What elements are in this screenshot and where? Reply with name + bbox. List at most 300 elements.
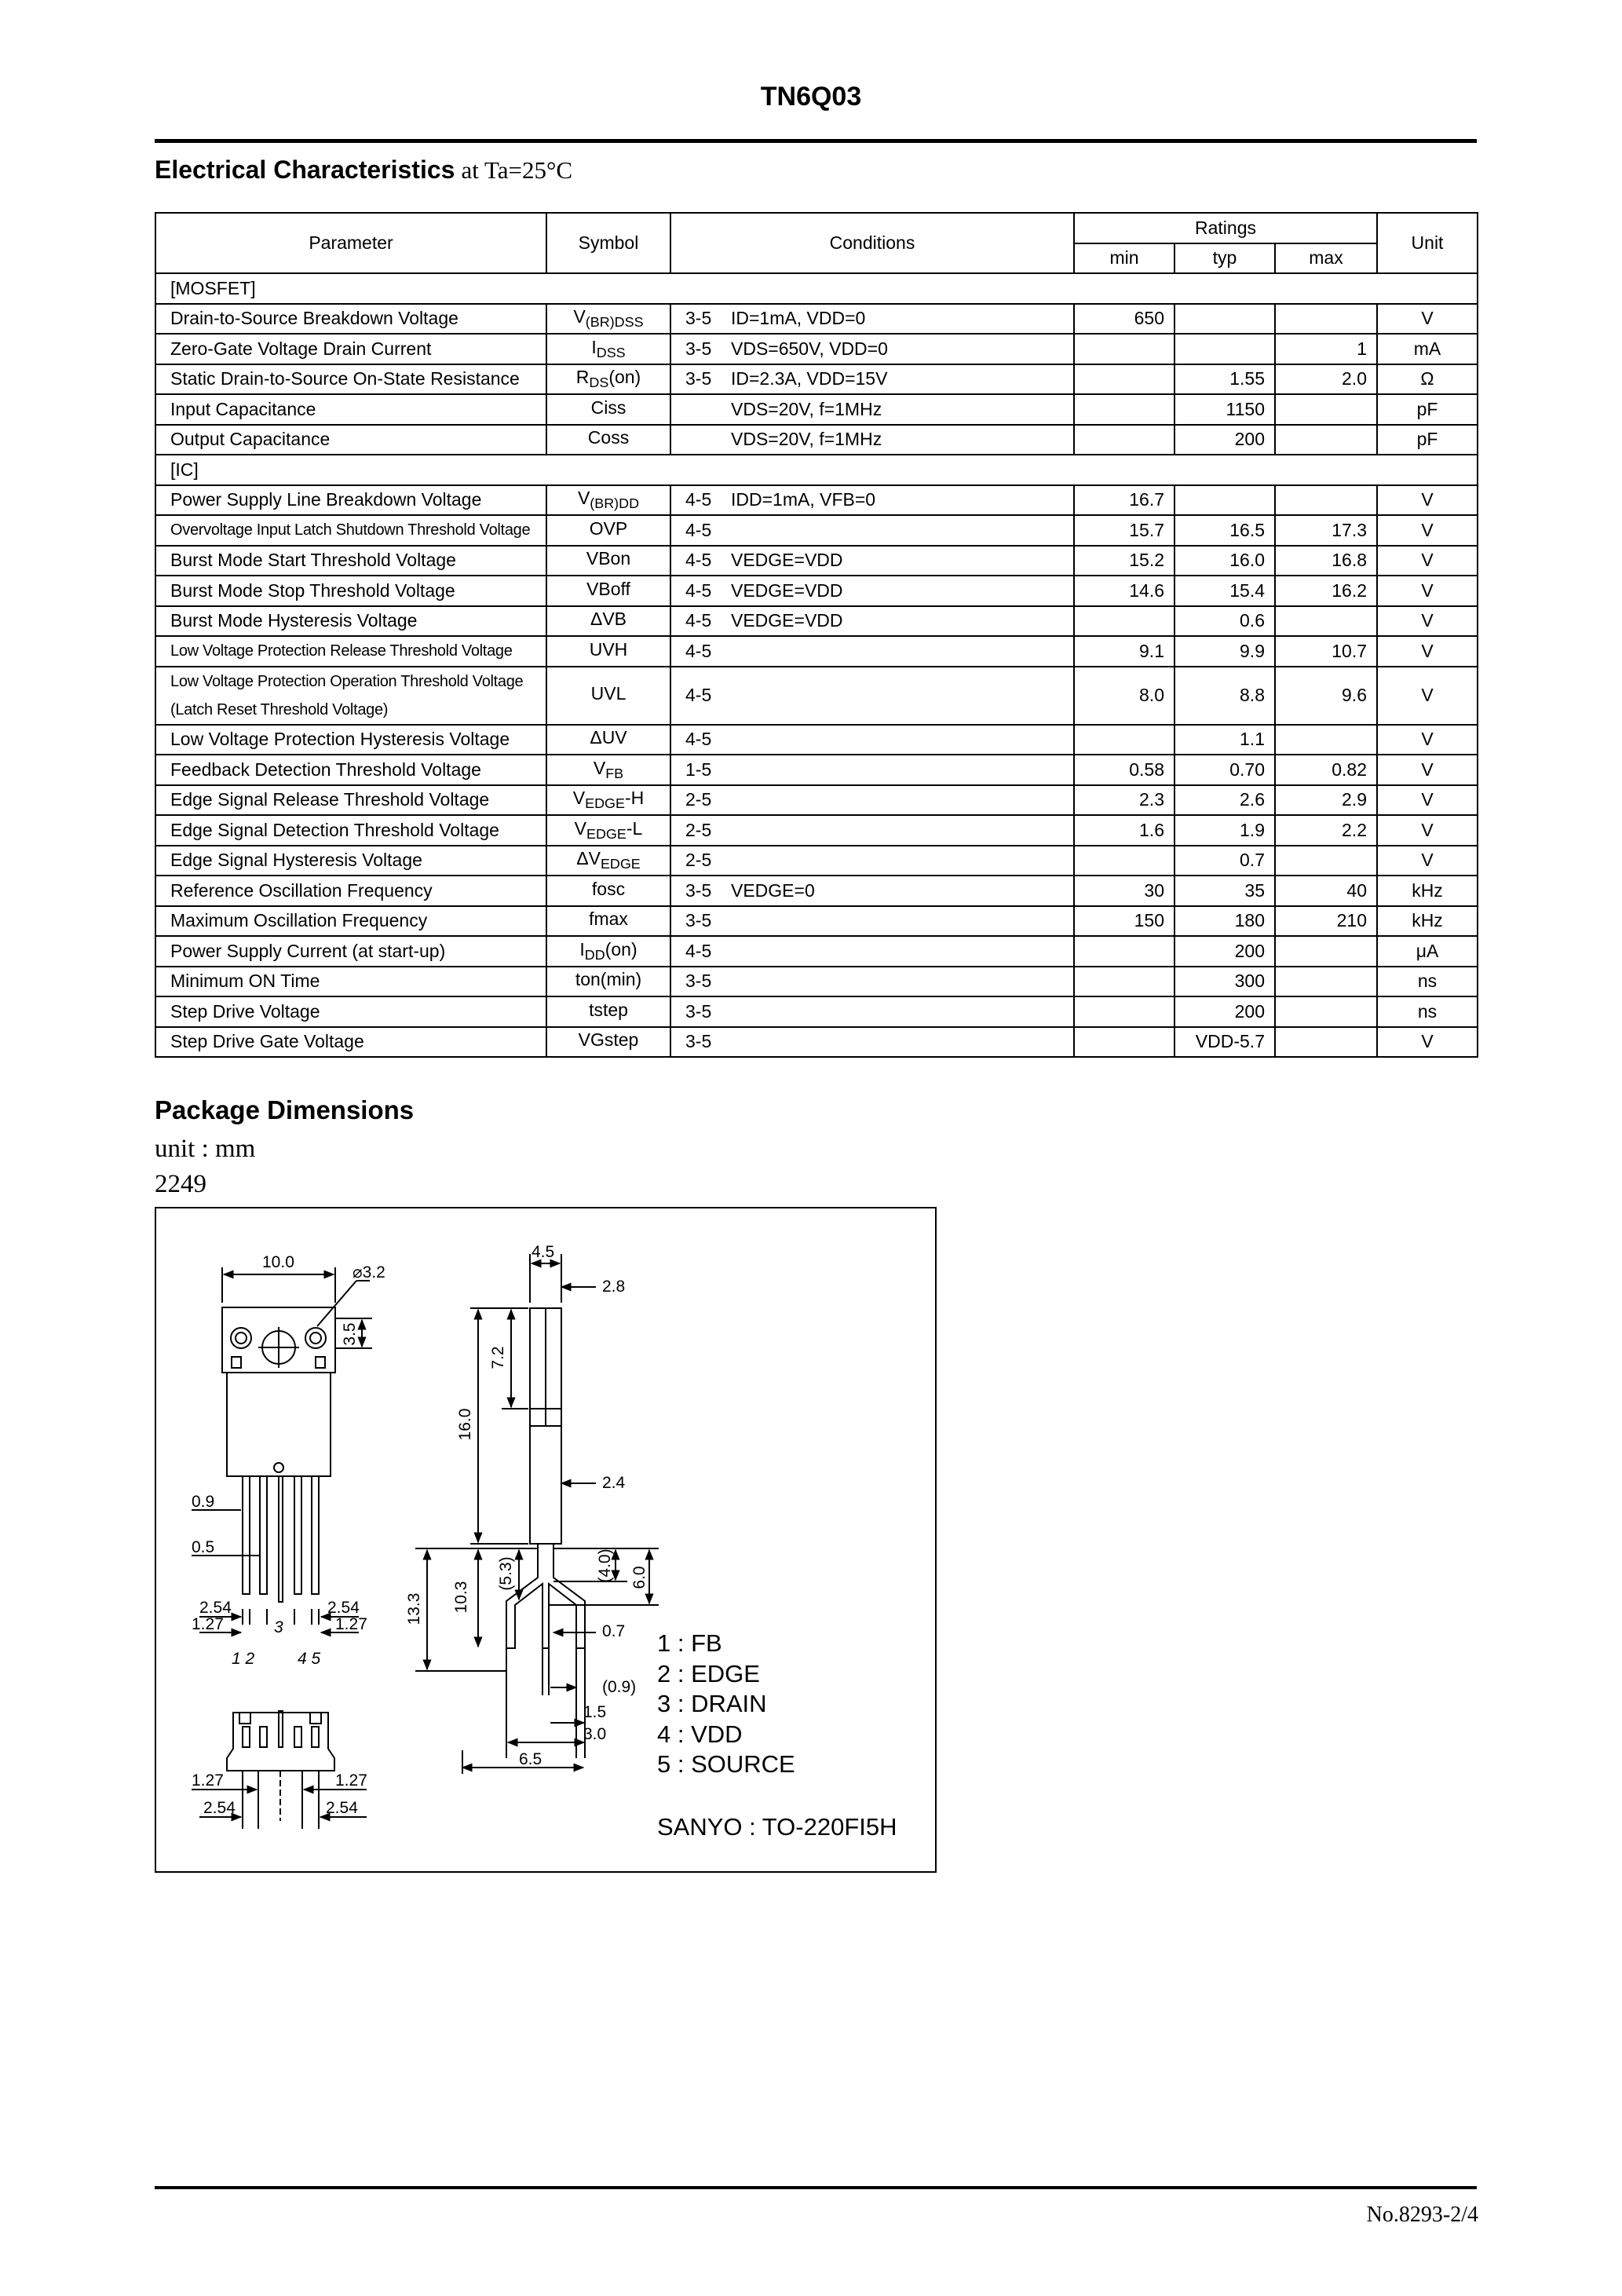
row-max: 2.0 [1275,364,1377,395]
row-min: 15.2 [1074,546,1174,576]
row-max: 1 [1275,334,1377,364]
row-min: 16.7 [1074,485,1174,516]
row-max: 16.8 [1275,546,1377,576]
row-symbol [546,996,670,1027]
row-min: 150 [1074,906,1174,937]
dim-bottom-half-right: 1.27 [335,1771,367,1790]
table-row [155,364,1478,395]
row-max [1275,1027,1377,1058]
row-min [1074,425,1174,455]
row-symbol [546,394,670,425]
dim-103: 10.3 [452,1581,470,1614]
row-typ: 180 [1174,906,1275,937]
table-row [155,876,1478,906]
symbol-main: VBon [586,548,631,569]
dim-133: 13.3 [405,1592,423,1625]
section-mosfet [155,273,1478,304]
row-typ: 16.0 [1174,546,1275,576]
row-unit: V [1377,485,1478,516]
row-unit: Ω [1377,364,1478,395]
row-parameter: Static Drain-to-Source On-State Resistance [155,364,546,395]
symbol-main: Coss [587,427,630,448]
symbol-main: ΔVB [590,609,627,630]
header-parameter: Parameter [155,213,546,273]
row-typ: 0.7 [1174,846,1275,876]
row-min: 1.6 [1074,815,1174,846]
table-row [155,485,1478,516]
row-parameter: Power Supply Line Breakdown Voltage [155,485,546,516]
table-row [155,576,1478,606]
row-symbol [546,967,670,997]
row-min: 15.7 [1074,515,1174,546]
condition-pins: 4-5 [685,519,712,540]
row-unit: V [1377,304,1478,335]
electrical-heading-text: Electrical Characteristics [155,155,455,184]
row-conditions [670,815,1074,846]
package-unit: unit : mm [155,1135,256,1163]
row-typ: 1.55 [1174,364,1275,395]
row-symbol [546,846,670,876]
condition-pins: 2-5 [685,819,712,840]
section-mosfet-label: [MOSFET] [155,273,1478,304]
row-conditions [670,546,1074,576]
row-parameter: Burst Mode Stop Threshold Voltage [155,576,546,606]
dim-hole: ⌀3.2 [353,1263,385,1281]
symbol-post: (on) [605,938,637,960]
symbol-main: fosc [591,878,626,899]
symbol-main: UVH [589,638,628,660]
row-symbol [546,515,670,546]
row-unit: V [1377,725,1478,755]
dim-tab-len: 7.2 [489,1346,507,1369]
pin-labels-right: 4 5 [298,1650,321,1668]
row-parameter: Feedback Detection Threshold Voltage [155,755,546,785]
header-min: min [1074,243,1174,274]
row-unit: V [1377,1027,1478,1058]
row-min: 14.6 [1074,576,1174,606]
dim-bottom-half-left: 1.27 [192,1771,224,1790]
symbol-sub: (BR)DSS [585,314,644,331]
dim-thick: 4.5 [532,1243,555,1261]
row-symbol [546,785,670,816]
row-symbol [546,636,670,667]
row-unit: V [1377,755,1478,785]
row-conditions [670,906,1074,937]
row-unit: ns [1377,967,1478,997]
row-min [1074,996,1174,1027]
row-max [1275,425,1377,455]
row-unit: V [1377,815,1478,846]
dim-lead-w1: 0.9 [192,1493,215,1511]
row-symbol [546,576,670,606]
pin-5: 5 : SOURCE [657,1750,795,1778]
row-min: 9.1 [1074,636,1174,667]
pin-labels-left: 1 2 [232,1650,255,1668]
row-conditions [670,364,1074,395]
row-parameter: Maximum Oscillation Frequency [155,906,546,937]
header-symbol: Symbol [546,213,670,273]
package-code: 2249 [155,1170,206,1198]
row-unit: V [1377,546,1478,576]
row-parameter: Zero-Gate Voltage Drain Current [155,334,546,364]
condition-pins: 4-5 [685,640,712,661]
row-min [1074,936,1174,967]
row-symbol [546,1027,670,1058]
condition-text: ID=2.3A, VDD=15V [731,368,888,389]
table-row [155,667,1478,725]
row-parameter: Reference Oscillation Frequency [155,876,546,906]
condition-pins: 3-5 [685,338,712,359]
row-typ [1174,485,1275,516]
row-unit: V [1377,846,1478,876]
row-symbol [546,334,670,364]
dim-hole-pos: 3.5 [341,1322,359,1346]
dim-30: 3.0 [583,1725,607,1743]
row-symbol [546,815,670,846]
table-row [155,996,1478,1027]
row-max: 17.3 [1275,515,1377,546]
row-max: 10.7 [1275,636,1377,667]
row-unit: V [1377,606,1478,637]
condition-text: VDS=20V, f=1MHz [731,398,882,419]
table-row [155,1027,1478,1058]
table-row [155,334,1478,364]
electrical-heading [155,155,572,185]
pin-2: 2 : EDGE [657,1659,760,1687]
dim-bottom-pitch-left: 2.54 [203,1799,236,1817]
section-ic [155,455,1478,485]
row-conditions [670,425,1074,455]
row-typ: 16.5 [1174,515,1275,546]
row-unit: pF [1377,425,1478,455]
symbol-post: -H [624,788,645,809]
symbol-main: V [574,817,587,839]
symbol-main: OVP [589,517,628,539]
row-unit: kHz [1377,876,1478,906]
document-number: No.8293-2/4 [1366,2203,1478,2227]
symbol-main: I [591,336,597,357]
condition-pins: 3-5 [685,308,712,329]
symbol-main: fmax [589,909,628,930]
row-max: 2.9 [1275,785,1377,816]
condition-pins: 3-5 [685,1000,712,1022]
electrical-table-body [155,273,1478,1057]
row-typ: 200 [1174,936,1275,967]
row-parameter: Step Drive Gate Voltage [155,1027,546,1058]
table-row [155,304,1478,335]
row-max [1275,606,1377,637]
table-row [155,425,1478,455]
dim-40: (4.0) [596,1548,614,1583]
condition-text: IDD=1mA, VFB=0 [731,489,876,510]
row-max [1275,936,1377,967]
pin-4: 4 : VDD [657,1720,743,1748]
symbol-sub: EDGE [586,825,627,842]
row-max: 2.2 [1275,815,1377,846]
row-conditions [670,725,1074,755]
row-conditions [670,996,1074,1027]
symbol-main: R [575,367,590,388]
row-conditions [670,846,1074,876]
row-max: 16.2 [1275,576,1377,606]
row-conditions [670,876,1074,906]
symbol-main: ton(min) [575,969,642,990]
row-max [1275,725,1377,755]
document-title: TN6Q03 [760,82,862,112]
package-standard: SANYO : TO-220FI5H [657,1813,897,1841]
table-row [155,394,1478,425]
table-row [155,967,1478,997]
row-typ: 9.9 [1174,636,1275,667]
dim-53: (5.3) [497,1556,515,1591]
electrical-characteristics-table [155,212,1478,1058]
row-unit: V [1377,636,1478,667]
symbol-main: I [579,938,585,960]
condition-pins: 3-5 [685,971,712,992]
condition-text: VEDGE=VDD [731,550,843,571]
symbol-main: V [572,788,586,809]
symbol-main: tstep [589,999,628,1020]
row-conditions [670,755,1074,785]
row-conditions [670,1027,1074,1058]
row-unit: V [1377,576,1478,606]
row-typ: 0.70 [1174,755,1275,785]
dim-t-lead: 2.4 [602,1474,626,1492]
row-typ: VDD-5.7 [1174,1027,1275,1058]
dim-bottom-pitch-right: 2.54 [326,1799,358,1817]
condition-pins: 1-5 [685,759,712,780]
row-symbol [546,906,670,937]
symbol-sub: FB [605,765,624,781]
condition-text: VEDGE=0 [731,879,815,901]
row-typ: 200 [1174,425,1275,455]
package-drawing-box [155,1207,937,1873]
row-min [1074,1027,1174,1058]
dim-lead-w2: 0.5 [192,1538,215,1556]
row-typ: 1.9 [1174,815,1275,846]
table-row [155,846,1478,876]
table-row [155,815,1478,846]
symbol-main: ΔUV [590,727,627,748]
row-unit: V [1377,667,1478,725]
row-max [1275,485,1377,516]
dim-half-left: 1.27 [192,1615,224,1633]
row-symbol [546,876,670,906]
row-unit: pF [1377,394,1478,425]
symbol-main: VBoff [586,578,630,599]
row-symbol [546,485,670,516]
row-symbol [546,425,670,455]
dim-65: 6.5 [519,1750,542,1768]
row-conditions [670,515,1074,546]
row-conditions [670,606,1074,637]
symbol-sub: EDGE [585,795,625,812]
header-typ: typ [1174,243,1275,274]
row-parameter: Low Voltage Protection Release Threshold Voltage [155,636,546,667]
symbol-sub: DS [589,375,609,391]
row-parameter: Input Capacitance [155,394,546,425]
row-typ: 35 [1174,876,1275,906]
row-symbol [546,546,670,576]
row-symbol [546,755,670,785]
condition-pins: 4-5 [685,610,712,631]
row-min: 0.58 [1074,755,1174,785]
dim-09: (0.9) [602,1678,637,1696]
row-max [1275,967,1377,997]
row-min [1074,606,1174,637]
row-symbol [546,304,670,335]
table-row [155,785,1478,816]
table-row [155,725,1478,755]
row-max [1275,996,1377,1027]
header-unit: Unit [1377,213,1478,273]
condition-text: VEDGE=VDD [731,610,843,631]
row-max [1275,394,1377,425]
row-typ [1174,334,1275,364]
row-conditions [670,667,1074,725]
package-drawing [156,1208,935,1871]
electrical-condition: at Ta=25°C [461,156,573,184]
row-parameter: Output Capacitance [155,425,546,455]
dim-15: 1.5 [583,1703,607,1721]
symbol-sub: DD [584,946,605,963]
row-parameter: Drain-to-Source Breakdown Voltage [155,304,546,335]
table-row [155,936,1478,967]
row-conditions [670,304,1074,335]
symbol-sub: DSS [596,344,626,360]
condition-pins: 3-5 [685,879,712,901]
row-min: 2.3 [1074,785,1174,816]
row-conditions [670,485,1074,516]
row-max [1275,846,1377,876]
row-unit: V [1377,785,1478,816]
row-max: 40 [1275,876,1377,906]
package-heading: Package Dimensions [155,1095,415,1124]
condition-pins: 4-5 [685,489,712,510]
header-max: max [1275,243,1377,274]
row-parameter: Power Supply Current (at start-up) [155,936,546,967]
condition-pins: 2-5 [685,789,712,810]
row-min: 30 [1074,876,1174,906]
header-conditions: Conditions [670,213,1074,273]
row-symbol [546,606,670,637]
row-min [1074,967,1174,997]
row-parameter-line1: Low Voltage Protection Operation Threshold Voltage [170,672,524,690]
row-min [1074,364,1174,395]
pin-1: 1 : FB [657,1629,722,1657]
dim-tab: 2.8 [602,1278,626,1296]
row-conditions [670,576,1074,606]
pin-label-center: 3 [274,1618,283,1636]
condition-pins: 4-5 [685,940,712,961]
row-min [1074,394,1174,425]
header-ratings: Ratings [1074,213,1377,243]
front-hole-left [231,1328,251,1348]
row-unit: ns [1377,996,1478,1027]
condition-pins: 3-5 [685,910,712,931]
row-min [1074,725,1174,755]
condition-pins: 4-5 [685,685,712,705]
row-parameter: Low Voltage Protection Hysteresis Voltage [155,725,546,755]
row-parameter-line2: (Latch Reset Threshold Voltage) [170,700,389,718]
row-symbol [546,725,670,755]
row-min: 8.0 [1074,667,1174,725]
row-max: 9.6 [1275,667,1377,725]
row-parameter: Burst Mode Hysteresis Voltage [155,606,546,637]
symbol-post: (on) [608,367,641,388]
table-row [155,755,1478,785]
symbol-main: VGstep [578,1029,639,1051]
row-symbol [546,667,670,725]
row-typ: 300 [1174,967,1275,997]
row-typ: 2.6 [1174,785,1275,816]
row-unit: kHz [1377,906,1478,937]
condition-pins: 2-5 [685,850,712,871]
condition-pins: 4-5 [685,579,712,601]
table-row [155,546,1478,576]
symbol-main: V [593,757,606,778]
table-row [155,515,1478,546]
row-conditions [670,785,1074,816]
condition-pins: 4-5 [685,550,712,571]
condition-text: ID=1mA, VDD=0 [731,308,866,329]
front-body [227,1373,331,1476]
dim-width: 10.0 [262,1253,294,1271]
row-max [1275,304,1377,335]
symbol-post: -L [626,817,643,839]
row-symbol [546,936,670,967]
row-symbol [546,364,670,395]
condition-pins: 3-5 [685,368,712,389]
table-row [155,906,1478,937]
row-conditions [670,936,1074,967]
row-conditions [670,636,1074,667]
row-typ: 15.4 [1174,576,1275,606]
row-parameter [155,667,546,725]
row-parameter: Burst Mode Start Threshold Voltage [155,546,546,576]
row-max: 0.82 [1275,755,1377,785]
row-typ: 1150 [1174,394,1275,425]
row-typ: 200 [1174,996,1275,1027]
condition-text: VEDGE=VDD [731,579,843,601]
row-parameter: Overvoltage Input Latch Shutdown Threshold Voltage [155,515,546,546]
symbol-sub: (BR)DD [590,495,640,512]
row-max: 210 [1275,906,1377,937]
row-parameter: Edge Signal Detection Threshold Voltage [155,815,546,846]
section-ic-label: [IC] [155,455,1478,485]
symbol-main: V [577,488,590,509]
row-typ: 8.8 [1174,667,1275,725]
row-typ [1174,304,1275,335]
row-min [1074,334,1174,364]
row-min [1074,846,1174,876]
table-row [155,636,1478,667]
condition-pins: 3-5 [685,1031,712,1052]
dim-half-right: 1.27 [335,1615,367,1633]
dim-pitch-left: 2.54 [199,1599,232,1617]
row-unit: mA [1377,334,1478,364]
front-hole-right [305,1328,326,1348]
table-row [155,606,1478,637]
row-parameter: Step Drive Voltage [155,996,546,1027]
row-min: 650 [1074,304,1174,335]
bottom-rule [155,2186,1477,2189]
dim-body-len: 16.0 [456,1408,474,1441]
dim-60: 6.0 [630,1566,648,1589]
row-conditions [670,394,1074,425]
pin-list [657,1629,795,1780]
row-typ: 0.6 [1174,606,1275,637]
